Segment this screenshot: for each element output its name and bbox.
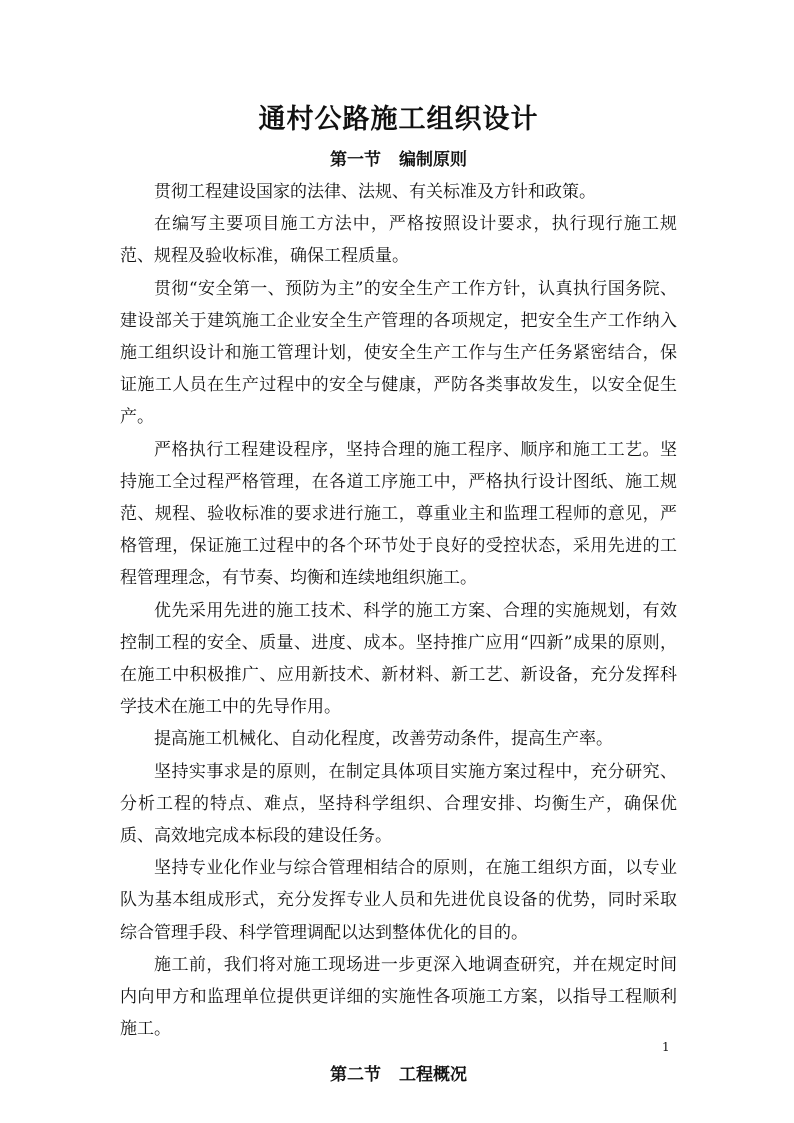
section-name: 编制原则 [399, 150, 467, 170]
document-page [120, 98, 677, 1091]
section-heading-2 [120, 1059, 677, 1091]
paragraph: 优先采用先进的施工技术、科学的施工方案、合理的实施规划，有效控制工程的安全、质量、进度、成本。坚持推广应用“四新”成果的原则，在施工中积极推广、应用新技术、新材料、新工艺、新设备，充分发挥科学技术在施工中的先导作用。 [120, 600, 677, 718]
section-number: 第一节 [330, 150, 381, 170]
page-number: 1 [662, 1040, 670, 1054]
section-number: 第二节 [330, 1065, 381, 1086]
section-name: 工程概况 [399, 1065, 467, 1086]
paragraph: 提高施工机械化、自动化程度，改善劳动条件，提高生产率。 [154, 729, 613, 750]
paragraph: 贯彻“安全第一、预防为主”的安全生产工作方针，认真执行国务院、建设部关于建筑施工企业安全生产管理的各项规定，把安全生产工作纳入施工组织设计和施工管理计划，使安全生产工作与生产任务紧密结合，保证施工人员在生产过程中的安全与健康，严防各类事故发生，以安全促生产。 [120, 278, 677, 428]
document-title: 通村公路施工组织设计 [258, 104, 539, 135]
paragraph: 严格执行工程建设程序，坚持合理的施工程序、顺序和施工工艺。坚持施工全过程严格管理，在各道工序施工中，严格执行设计图纸、施工规范、规程、验收标准的要求进行施工，尊重业主和监理工程师的意见，严格管理，保证施工过程中的各个环节处于良好的受控状态，采用先进的工程管理理念，有节奏、均衡和连续地组织施工。 [120, 439, 677, 589]
paragraph: 贯彻工程建设国家的法律、法规、有关标准及方针和政策。 [154, 182, 596, 202]
section-heading-1 [120, 144, 677, 176]
paragraph: 坚持实事求是的原则，在制定具体项目实施方案过程中，充分研究、分析工程的特点、难点，坚持科学组织、合理安排、均衡生产，确保优质、高效地完成本标段的建设任务。 [120, 761, 677, 847]
paragraph: 在编写主要项目施工方法中，严格按照设计要求，执行现行施工规范、规程及验收标准，确保工程质量。 [120, 214, 677, 267]
paragraph: 施工前，我们将对施工现场进一步更深入地调查研究，并在规定时间内向甲方和监理单位提供更详细的实施性各项施工方案，以指导工程顺利施工。 [120, 954, 677, 1040]
paragraph: 坚持专业化作业与综合管理相结合的原则，在施工组织方面，以专业队为基本组成形式，充分发挥专业人员和先进优良设备的优势，同时采取综合管理手段、科学管理调配以达到整体优化的目的。 [120, 858, 677, 943]
